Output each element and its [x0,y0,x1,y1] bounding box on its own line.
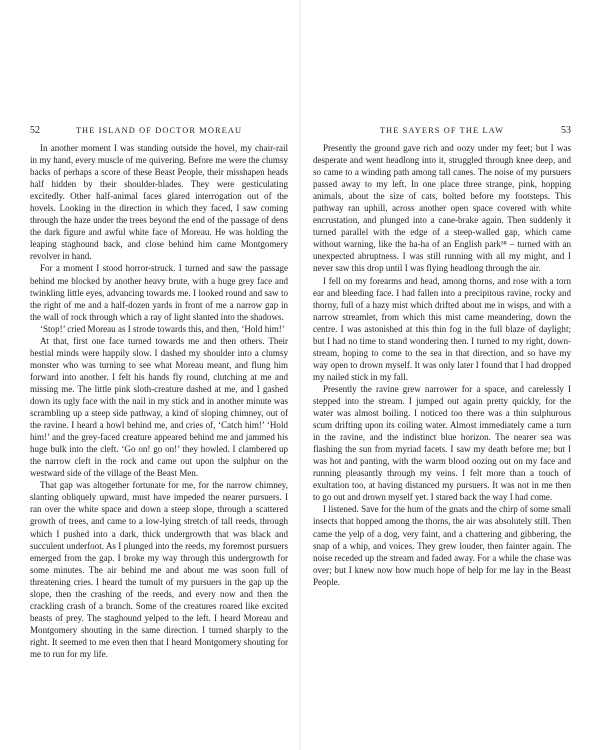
paragraph: Presently the ravine grew narrower for a space, and carelessly I stepped into the stream. I jumped out again pretty quickly, for the water was almost boiling. I noticed too there was a thin sulphurous scum drifting upon its coiling water. Almost immediately came a turn in the ravine, and the indistinct blue horizon. The nearer sea was flashing the sun from myriad facets. I saw my death before me; but I was hot and panting, with the warm blood oozing out on my face and running pleasantly through my veins. I felt more than a touch of exultation too, at having distanced my pursuers. It was not in me then to go out and drown myself yet. I stared back the way I had come. [313,383,571,503]
right-page [313,124,571,588]
right-page-header [313,124,571,142]
paragraph: In another moment I was standing outside the hovel, my chair-rail in my hand, every muscle of me quivering. Before me were the clumsy backs of perhaps a score of these Beast People, their misshapen heads half hidden by their shoulder-blades. They were gesticulating excitedly. Other half-animal faces glared interrogation out of the hovels. Looking in the direction in which they faced, I saw coming through the haze under the trees beyond the end of the passage of dens the dark figure and awful white face of Moreau. He was holding the leaping staghound back, and close behind him came Montgomery revolver in hand. [30,143,288,262]
paragraph: I listened. Save for the hum of the gnats and the chirp of some small insects that hopped among the thorns, the air was absolutely still. Then came the yelp of a dog, very faint, and a chattering and gibbering, the snap of a whip, and voices. They grew louder, then fainter again. The noise receded up the stream and faded away. For a while the chase was over; but I knew now how much hope of help for me lay in the Beast People. [313,504,571,587]
left-page-header [30,124,288,142]
right-running-head: THE SAYERS OF THE LAW [379,126,505,135]
paragraph: That gap was altogether fortunate for me, for the narrow chimney, slanting obliquely upward, must have impeded the nearer pursuers. I ran over the white space and down a steep slope, through a scattered growth of trees, and came to a low-lying stretch of tall reeds, through which I pushed into a dark, thick undergrowth that was black and succulent underfoot. As I plunged into the reeds, my foremost pursuers emerged from the gap. I broke my way through this undergrowth for some minutes. The air behind me and about me was soon full of threatening cries. I heard the tumult of my pursuers in the gap up the slope, then the crashing of the reeds, and every now and then the crackling crash of a branch. Some of the creatures roared like excited beasts of prey. The staghound yelped to the left. I heard Moreau and Montgomery shouting in the same direction. I turned sharply to the right. It seemed to me even then that I heard Montgomery shouting for me to run for my life. [30,480,288,659]
paragraph: At that, first one face turned towards me and then others. Their bestial minds were happily slow. I dashed my shoulder into a clumsy monster who was turning to see what Moreau meant, and flung him forward into another. I felt his hands fly round, clutching at me and missing me. The little pink sloth-creature dashed at me, and I gashed down its ugly face with the nail in my stick and in another minute was scrambling up a steep side pathway, a kind of sloping chimney, out of the ravine. I heard a howl behind me, and cries of, ‘Catch him!’ ‘Hold him!’ and the grey-faced creature appeared behind me and jammed his huge bulk into the cleft. ‘Go on! go on!’ they howled. I clambered up the narrow cleft in the rock and came out upon the sulphur on the westward side of the village of the Beast Men. [30,335,288,479]
book-gutter [298,0,302,750]
paragraph: ‘Stop!’ cried Moreau as I strode towards this, and then, ‘Hold him!’ [40,323,285,334]
right-page-number: 53 [561,125,571,136]
left-running-head: THE ISLAND OF DOCTOR MOREAU [75,126,243,135]
left-page-body [30,142,288,660]
right-page-body [313,142,571,588]
paragraph: I fell on my forearms and head, among thorns, and rose with a torn ear and bleeding face. I had fallen into a precipitous ravine, rocky and thorny, full of a hazy mist which drifted about me in wisps, and with a narrow streamlet, from which this mist came meandering, down the centre. I was astonished at this thin fog in the full blaze of daylight; but I had no time to stand wondering then. I turned to my right, down-stream, hoping to come to the sea in that direction, and so have my way open to drown myself. It was only later I found that I had dropped my nailed stick in my fall. [313,275,571,382]
left-page-number: 52 [30,125,40,136]
paragraph: For a moment I stood horror-struck. I turned and saw the passage behind me blocked by another heavy brute, with a huge grey face and twinkling little eyes, advancing towards me. I looked round and saw to the right of me and a half-dozen yards in front of me a narrow gap in the wall of rock through which a ray of light slanted into the shadows. [30,263,288,322]
left-page [30,124,288,660]
paragraph: Presently the ground gave rich and oozy under my feet; but I was desperate and went headlong into it, struggled through knee deep, and so came to a winding path among tall canes. The noise of my pursuers passed away to my left. In one place three strange, pink, hopping animals, about the size of cats, bolted before my footsteps. This pathway ran uphill, across another open space covered with white encrustation, and plunged into a cane-brake again. Then suddenly it turned parallel with the edge of a steep-walled gap, which came without warning, like the ha-ha of an English park³⁸ – turned with an unexpected abruptness. I was still running with all my might, and I never saw this drop until I was flying headlong through the air. [313,143,571,274]
